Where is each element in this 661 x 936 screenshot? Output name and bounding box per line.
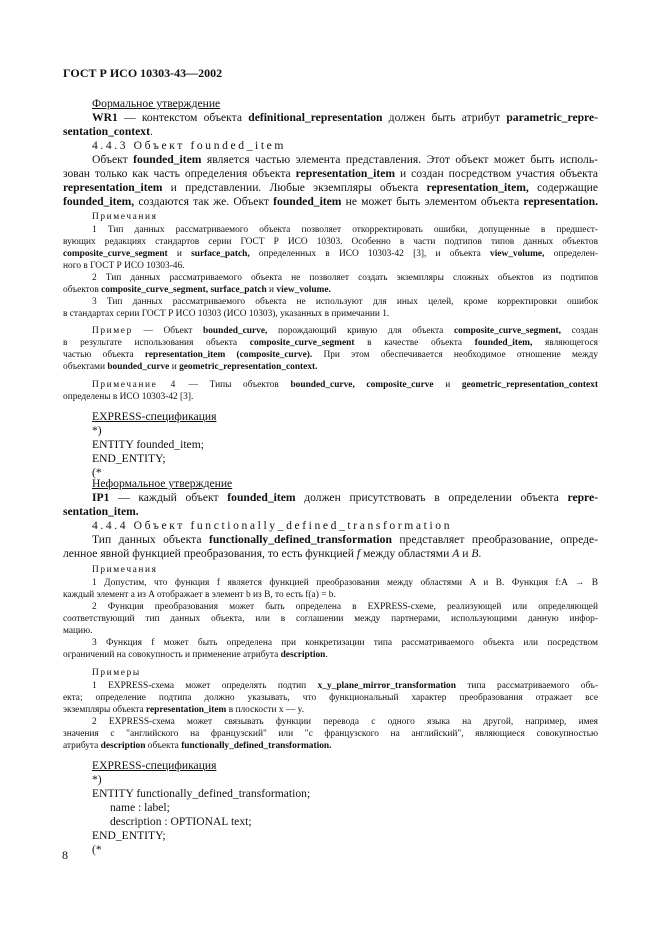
express-2-end: END_ENTITY;	[92, 829, 166, 842]
notes-1-heading: Примечания	[92, 212, 158, 222]
informal-statement-heading: Неформальное утверждение	[92, 477, 233, 490]
s443-line-1: Объект founded_item является частью элемента представления. Этот объект может быть исполь-	[92, 153, 598, 166]
notes2-3-line-2: ограничений на совокупность и применение атрибута description.	[63, 650, 328, 660]
document-header: ГОСТ Р ИСО 10303-43—2002	[63, 66, 223, 80]
page-number: 8	[62, 848, 68, 862]
express-2-attr-description: description : OPTIONAL text;	[110, 815, 252, 828]
notes2-3-line-1: 3 Функция f может быть определена при конкретизации типа рассматриваемого объекта или посредством	[92, 638, 598, 648]
express-1-entity: ENTITY founded_item;	[92, 438, 204, 451]
s444-line-2: ленное явной функцией преобразования, то есть функцией f между областями A и B.	[63, 547, 482, 560]
ex2-2-line-1: 2 EXPRESS-схема может связывать функции перевода с одного языка на другой, например, имея	[92, 717, 598, 727]
section-4-4-3-title: 4.4.3 Объект founded_item	[92, 139, 287, 152]
express-1-open: *)	[92, 424, 102, 437]
section-4-4-4-title: 4.4.4 Объект functionally_defined_transformation	[92, 519, 453, 532]
express-spec-1-heading: EXPRESS-спецификация	[92, 410, 217, 423]
express-2-attr-name: name : label;	[110, 801, 170, 814]
express-2-close: (*	[92, 843, 102, 856]
notes2-2-line-3: мацию.	[63, 626, 93, 636]
ex2-2-line-3: атрибута description объекта functionally_defined_transformation.	[63, 741, 332, 751]
note-4-line-1: Примечание 4 — Типы объектов bounded_curve, composite_curve и geometric_representation_context	[92, 380, 598, 390]
examples-2-heading: Примеры	[92, 668, 141, 678]
note-2-line-1: 2 Тип данных рассматриваемого объекта не позволяет создать экземпляры сложных объектов из подтипов	[92, 273, 598, 283]
example-1-line-4: объектами bounded_curve и geometric_representation_context.	[63, 362, 318, 372]
example-1-line-2: в результате использования объекта composite_curve_segment в качестве объекта founded_item, являющегося	[63, 338, 598, 348]
notes2-2-line-1: 2 Функция преобразования может быть определена в EXPRESS-схеме, реализующей или определяющей	[92, 602, 598, 612]
ip1-line-1: IP1 — каждый объект founded_item должен присутствовать в определении объекта repre-	[92, 491, 598, 504]
formal-statement-heading: Формальное утверждение	[92, 97, 221, 110]
note-1-line-2: вующих редакциях стандартов серии ГОСТ Р ИСО 10303. Особенно в части подтипов типов данных объектов	[63, 237, 598, 247]
express-1-end: END_ENTITY;	[92, 452, 166, 465]
note-4-line-2: определены в ИСО 10303-42 [3].	[63, 392, 194, 402]
notes2-1-line-1: 1 Допустим, что функция f является функцией преобразования между областями A и B. Функция f:A → B	[92, 578, 598, 588]
wr1-line-2: sentation_context.	[63, 125, 153, 138]
express-2-entity: ENTITY functionally_defined_transformation;	[92, 787, 311, 800]
notes-2-heading: Примечания	[92, 565, 158, 575]
note-1-line-1: 1 Тип данных рассматриваемого объекта позволяет откорректировать ошибки, допущенные в предшест-	[92, 225, 598, 235]
note-2-line-2: объектов composite_curve_segment, surface_patch и view_volume.	[63, 285, 331, 295]
s443-line-4: founded_item, создаются так же. Объект founded_item не может быть элементом объекта representation.	[63, 195, 598, 208]
s443-line-3: representation_item и представлении. Любые экземпляры объекта representation_item, содержащие	[63, 181, 598, 194]
s443-line-2: зован только как часть определения объекта representation_item и создан посредством участия объекта	[63, 167, 598, 180]
note-3-line-1: 3 Тип данных рассматриваемого объекта не используют для иных целей, кроме корректировки ошибок	[92, 297, 598, 307]
ex2-1-line-3: экземпляры объекта representation_item в плоскости x — y.	[63, 705, 305, 715]
express-spec-2-heading: EXPRESS-спецификация	[92, 759, 217, 772]
ip1-line-2: sentation_item.	[63, 505, 139, 518]
ex2-1-line-2: екта; определение подтипа должно указывать, что функциональный характер преобразования отражает все	[63, 693, 598, 703]
notes2-2-line-2: соответствующий тип данных объекта, или в соглашении между партнерами, использующими данную инфор-	[63, 614, 598, 624]
notes2-1-line-2: каждый элемент a из A отображает в элемент b из B, то есть f(a) = b.	[63, 590, 336, 600]
wr1-line-1: WR1 — контекстом объекта definitional_representation должен быть атрибут parametric_repre-	[92, 111, 598, 124]
example-1-line-1: Пример — Объект bounded_curve, порождающий кривую для объекта composite_curve_segment, создан	[92, 326, 598, 336]
ex2-1-line-1: 1 EXPRESS-схема может определять подтип x_y_plane_mirror_transformation типа рассматриваемого объ-	[92, 681, 599, 691]
note-3-line-2: в стандартах серии ГОСТ Р ИСО 10303 (ИСО 10303), указанных в примечании 1.	[63, 309, 390, 319]
note-1-line-4: ного в ГОСТ Р ИСО 10303-46.	[63, 261, 185, 271]
example-1-line-3: частью объекта representation_item (composite_curve). При этом обеспечивается необходимое отношение между	[63, 350, 599, 360]
s444-line-1: Тип данных объекта functionally_defined_transformation представляет преобразование, опреде-	[92, 533, 598, 546]
ex2-2-line-2: значения с "английского на французский" или "с французского на английский", являющиеся совокупностью	[63, 729, 598, 739]
express-1-close: (*	[92, 466, 102, 479]
express-2-open: *)	[92, 773, 102, 786]
note-1-line-3: composite_curve_segment и surface_patch, определенных в ИСО 10303-42 [3], и объекта view_volume, определен-	[63, 249, 598, 259]
